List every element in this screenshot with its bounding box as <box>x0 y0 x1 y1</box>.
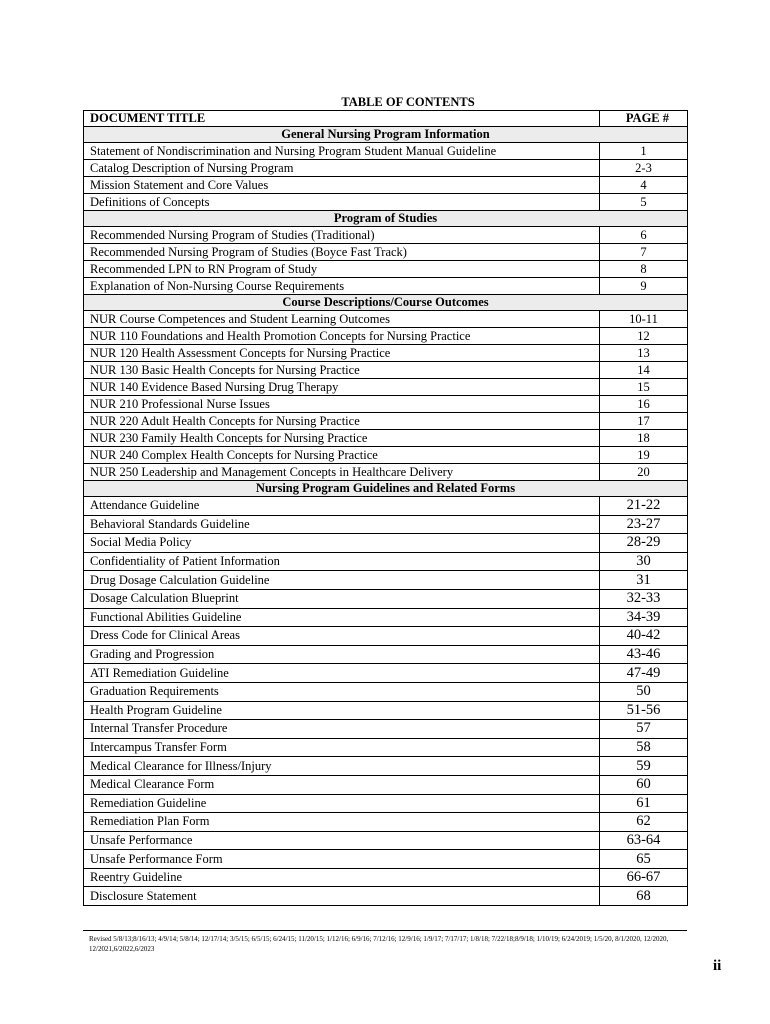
entry-title: Confidentiality of Patient Information <box>84 552 600 571</box>
entry-title: Grading and Progression <box>84 645 600 664</box>
toc-entry-row <box>84 413 688 430</box>
toc-entry-row <box>84 589 688 608</box>
entry-title: Medical Clearance Form <box>84 775 600 794</box>
entry-title: Recommended Nursing Program of Studies (Boyce Fast Track) <box>84 244 600 261</box>
page-number-header: PAGE # <box>600 111 688 127</box>
entry-title: Dress Code for Clinical Areas <box>84 627 600 646</box>
entry-title: Dosage Calculation Blueprint <box>84 589 600 608</box>
section-heading-row <box>84 295 688 311</box>
toc-entry-row <box>84 738 688 757</box>
toc-entry-row <box>84 794 688 813</box>
entry-page: 15 <box>600 379 688 396</box>
entry-title: Remediation Guideline <box>84 794 600 813</box>
toc-entry-row <box>84 552 688 571</box>
entry-title: Reentry Guideline <box>84 868 600 887</box>
toc-entry-row <box>84 177 688 194</box>
toc-entry-row <box>84 831 688 850</box>
revision-footer: Revised 5/8/13;8/16/13; 4/9/14; 5/8/14; 12/17/14; 3/5/15; 6/5/15; 6/24/15; 11/20/15; 1/12/16; 6/9/16; 7/12/16; 12/9/16; 1/9/17; 7/17/17; 1/8/18; 7/22/18;8/9/18; 1/10/19; 6/24/2019; 1/5/20, 8/1/2020, 12/2020, 12/2021,6/2022,6/2023 <box>89 935 669 953</box>
entry-title: Remediation Plan Form <box>84 813 600 832</box>
toc-entry-row <box>84 328 688 345</box>
toc-entry-row <box>84 497 688 516</box>
entry-page: 51-56 <box>600 701 688 720</box>
entry-page: 59 <box>600 757 688 776</box>
entry-title: NUR 130 Basic Health Concepts for Nursing Practice <box>84 362 600 379</box>
entry-title: Mission Statement and Core Values <box>84 177 600 194</box>
entry-title: NUR 210 Professional Nurse Issues <box>84 396 600 413</box>
entry-title: Intercampus Transfer Form <box>84 738 600 757</box>
toc-entry-row <box>84 278 688 295</box>
toc-entry-row <box>84 244 688 261</box>
entry-page: 19 <box>600 447 688 464</box>
entry-page: 50 <box>600 682 688 701</box>
entry-page: 14 <box>600 362 688 379</box>
entry-page: 32-33 <box>600 589 688 608</box>
toc-entry-row <box>84 261 688 278</box>
toc-entry-row <box>84 775 688 794</box>
toc-entry-row <box>84 850 688 869</box>
toc-entry-row <box>84 464 688 481</box>
entry-title: Social Media Policy <box>84 534 600 553</box>
toc-entry-row <box>84 757 688 776</box>
entry-title: Unsafe Performance Form <box>84 850 600 869</box>
toc-entry-row <box>84 720 688 739</box>
toc-entry-row <box>84 362 688 379</box>
entry-title: Internal Transfer Procedure <box>84 720 600 739</box>
entry-title: Disclosure Statement <box>84 887 600 906</box>
toc-body <box>84 111 688 906</box>
section-heading: General Nursing Program Information <box>84 127 688 143</box>
entry-page: 40-42 <box>600 627 688 646</box>
document-title-header: DOCUMENT TITLE <box>84 111 600 127</box>
entry-page: 60 <box>600 775 688 794</box>
entry-page: 61 <box>600 794 688 813</box>
entry-title: Functional Abilities Guideline <box>84 608 600 627</box>
entry-page: 16 <box>600 396 688 413</box>
entry-page: 58 <box>600 738 688 757</box>
page-number: ii <box>713 958 722 974</box>
entry-title: NUR 140 Evidence Based Nursing Drug Therapy <box>84 379 600 396</box>
toc-entry-row <box>84 608 688 627</box>
entry-page: 68 <box>600 887 688 906</box>
entry-page: 47-49 <box>600 664 688 683</box>
entry-title: NUR 120 Health Assessment Concepts for Nursing Practice <box>84 345 600 362</box>
entry-page: 30 <box>600 552 688 571</box>
entry-title: Recommended LPN to RN Program of Study <box>84 261 600 278</box>
entry-page: 66-67 <box>600 868 688 887</box>
entry-title: NUR 220 Adult Health Concepts for Nursing Practice <box>84 413 600 430</box>
toc-entry-row <box>84 396 688 413</box>
toc-entry-row <box>84 379 688 396</box>
entry-title: NUR 230 Family Health Concepts for Nursing Practice <box>84 430 600 447</box>
section-heading-row <box>84 211 688 227</box>
entry-page: 10-11 <box>600 311 688 328</box>
toc-entry-row <box>84 887 688 906</box>
entry-page: 63-64 <box>600 831 688 850</box>
toc-header-row <box>84 111 688 127</box>
entry-title: Catalog Description of Nursing Program <box>84 160 600 177</box>
footer-divider <box>83 930 687 931</box>
section-heading-row <box>84 481 688 497</box>
toc-entry-row <box>84 645 688 664</box>
toc-entry-row <box>84 194 688 211</box>
entry-title: Graduation Requirements <box>84 682 600 701</box>
entry-title: Unsafe Performance <box>84 831 600 850</box>
entry-title: Medical Clearance for Illness/Injury <box>84 757 600 776</box>
entry-title: NUR Course Competences and Student Learning Outcomes <box>84 311 600 328</box>
entry-page: 2-3 <box>600 160 688 177</box>
section-heading: Program of Studies <box>84 211 688 227</box>
entry-page: 65 <box>600 850 688 869</box>
toc-entry-row <box>84 143 688 160</box>
toc-table <box>83 110 688 906</box>
toc-entry-row <box>84 664 688 683</box>
entry-page: 13 <box>600 345 688 362</box>
entry-title: Statement of Nondiscrimination and Nursing Program Student Manual Guideline <box>84 143 600 160</box>
toc-entry-row <box>84 682 688 701</box>
entry-page: 4 <box>600 177 688 194</box>
entry-title: ATI Remediation Guideline <box>84 664 600 683</box>
entry-page: 23-27 <box>600 515 688 534</box>
toc-entry-row <box>84 311 688 328</box>
entry-title: NUR 110 Foundations and Health Promotion Concepts for Nursing Practice <box>84 328 600 345</box>
toc-entry-row <box>84 701 688 720</box>
entry-page: 21-22 <box>600 497 688 516</box>
section-heading-row <box>84 127 688 143</box>
entry-title: NUR 250 Leadership and Management Concepts in Healthcare Delivery <box>84 464 600 481</box>
entry-title: Health Program Guideline <box>84 701 600 720</box>
toc-entry-row <box>84 515 688 534</box>
section-heading: Nursing Program Guidelines and Related Forms <box>84 481 688 497</box>
section-heading: Course Descriptions/Course Outcomes <box>84 295 688 311</box>
entry-page: 17 <box>600 413 688 430</box>
entry-title: Recommended Nursing Program of Studies (Traditional) <box>84 227 600 244</box>
toc-entry-row <box>84 534 688 553</box>
toc-entry-row <box>84 868 688 887</box>
entry-page: 62 <box>600 813 688 832</box>
entry-page: 34-39 <box>600 608 688 627</box>
entry-page: 7 <box>600 244 688 261</box>
entry-title: Explanation of Non-Nursing Course Requirements <box>84 278 600 295</box>
entry-page: 1 <box>600 143 688 160</box>
entry-page: 20 <box>600 464 688 481</box>
toc-entry-row <box>84 447 688 464</box>
toc-entry-row <box>84 160 688 177</box>
entry-title: Behavioral Standards Guideline <box>84 515 600 534</box>
entry-page: 43-46 <box>600 645 688 664</box>
toc-entry-row <box>84 813 688 832</box>
entry-page: 8 <box>600 261 688 278</box>
entry-page: 9 <box>600 278 688 295</box>
entry-page: 5 <box>600 194 688 211</box>
toc-entry-row <box>84 345 688 362</box>
entry-page: 28-29 <box>600 534 688 553</box>
toc-entry-row <box>84 571 688 590</box>
toc-entry-row <box>84 627 688 646</box>
toc-title: TABLE OF CONTENTS <box>341 95 475 109</box>
entry-page: 57 <box>600 720 688 739</box>
toc-entry-row <box>84 227 688 244</box>
entry-page: 31 <box>600 571 688 590</box>
entry-page: 6 <box>600 227 688 244</box>
entry-title: Drug Dosage Calculation Guideline <box>84 571 600 590</box>
entry-title: Attendance Guideline <box>84 497 600 516</box>
entry-page: 12 <box>600 328 688 345</box>
entry-page: 18 <box>600 430 688 447</box>
toc-entry-row <box>84 430 688 447</box>
entry-title: Definitions of Concepts <box>84 194 600 211</box>
entry-title: NUR 240 Complex Health Concepts for Nursing Practice <box>84 447 600 464</box>
